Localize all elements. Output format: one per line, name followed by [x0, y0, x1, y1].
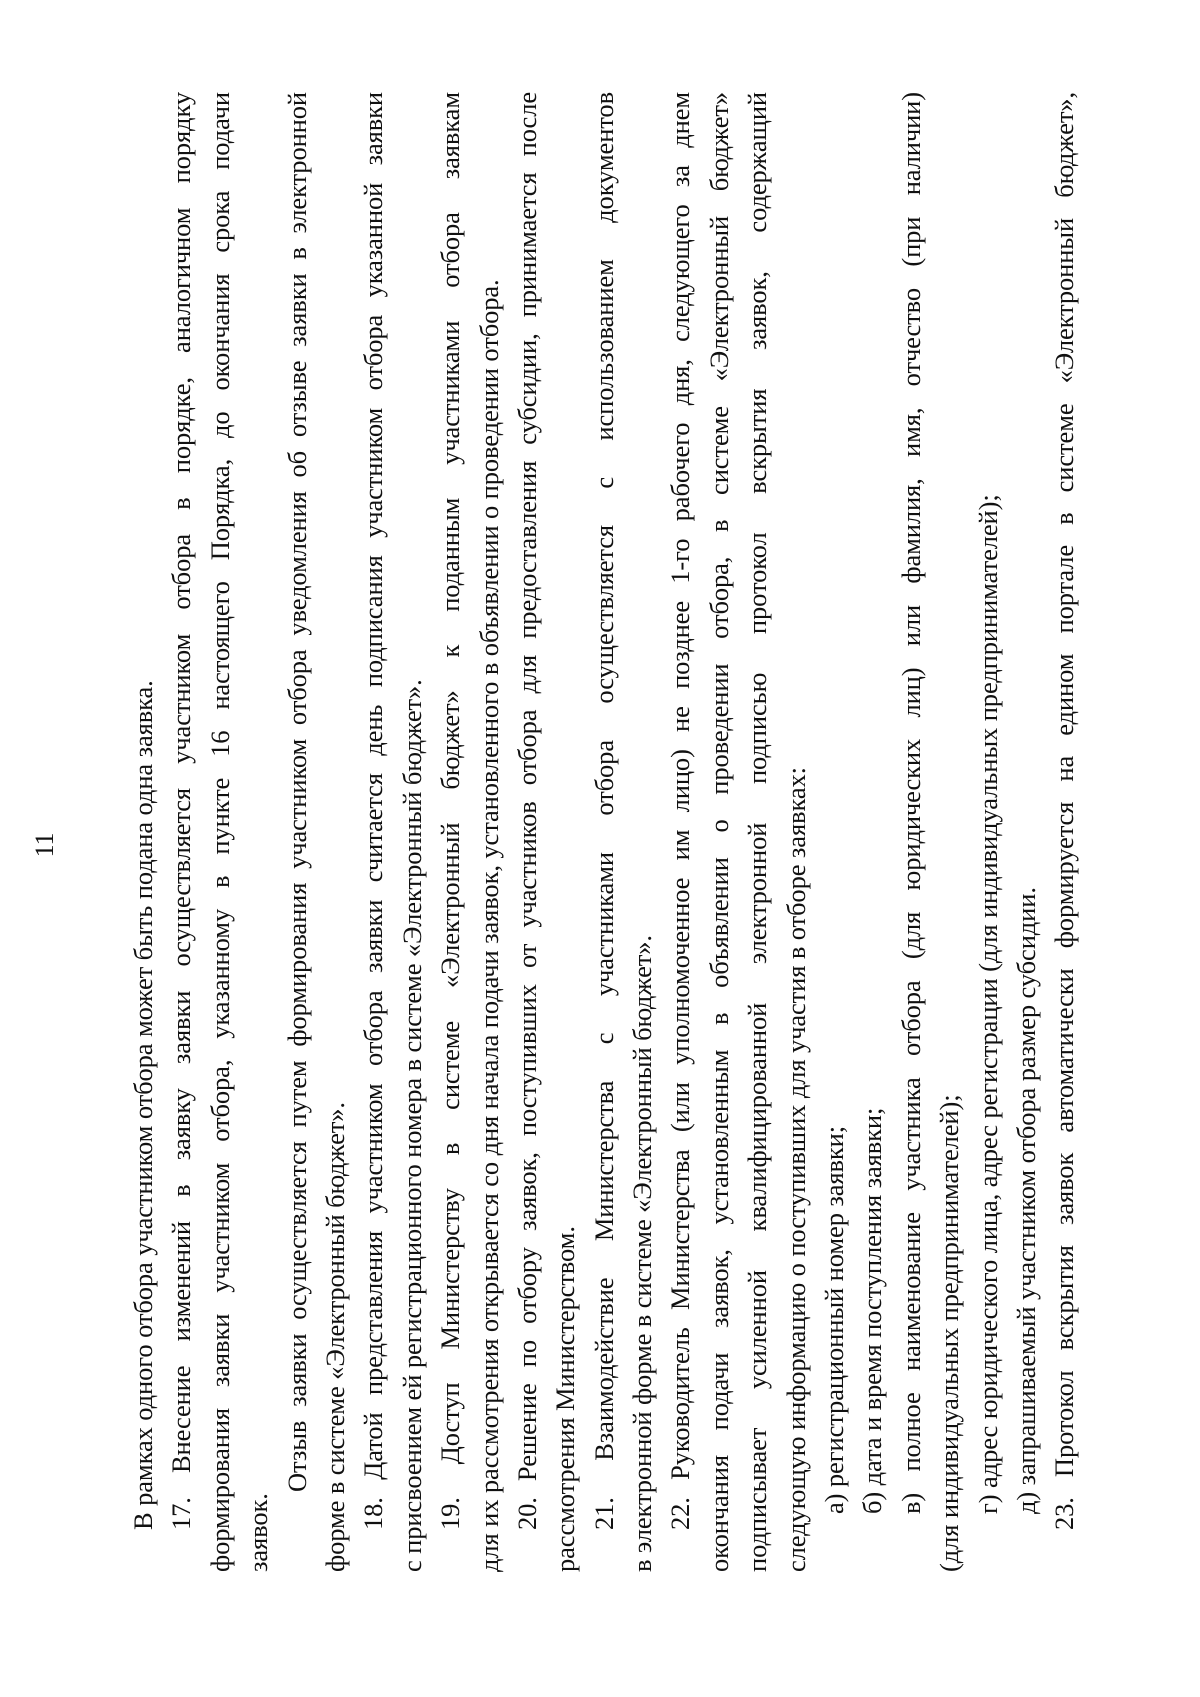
text-line: формирования заявки участником отбора, указанному в пункте 16 настоящего Порядка, до окончания срока подачи — [204, 92, 235, 1572]
text-line: д) запрашиваемый участником отбора размер субсидии. — [1010, 887, 1041, 1514]
text-line: заявок. — [243, 1493, 274, 1572]
text-line: 22. Руководитель Министерства (или уполномоченное им лицо) не позднее 1-го рабочего дня, следующего за днем — [665, 92, 696, 1530]
text-line: 17. Внесение изменений в заявку заявки осуществляется участником отбора в порядке, аналогичном порядку — [166, 92, 197, 1530]
text-line: 19. Доступ Министерству в системе «Электронный бюджет» к поданным участниками отбора заявкам — [435, 92, 466, 1530]
text-line: 18. Датой представления участником отбора заявки считается день подписания участником отбора указанной заявки — [358, 92, 389, 1530]
page-number: 11 — [30, 832, 59, 858]
text-line: следующую информацию о поступивших для участия в отборе заявках: — [780, 767, 811, 1572]
text-line: 21. Взаимодействие Министерства с участниками отбора осуществляется с использованием документов — [588, 92, 619, 1530]
text-line: для их рассмотрения открывается со дня начала подачи заявок, установленного в объявлении о проведении отбора. — [473, 279, 504, 1572]
text-line: в электронной форме в системе «Электронный бюджет». — [627, 935, 658, 1572]
text-line: В рамках одного отбора участником отбора может быть подана одна заявка. — [128, 680, 158, 1530]
text-line: 20. Решение по отбору заявок, поступивших от участников отбора для предоставления субсидии, принимается после — [511, 92, 542, 1530]
text-line: рассмотрения Министерством. — [550, 1226, 581, 1572]
text-line: Отзыв заявки осуществляется путем формирования участником отбора уведомления об отзыве заявки в электронной — [281, 92, 312, 1492]
text-line: форме в системе «Электронный бюджет». — [319, 1102, 350, 1572]
text-line: (для индивидуальных предпринимателей); — [934, 1094, 965, 1572]
text-line: с присвоением ей регистрационного номера в системе «Электронный бюджет». — [396, 679, 427, 1572]
document-body — [124, 92, 1084, 1572]
text-line: 23. Протокол вскрытия заявок автоматически формируется на едином портале в системе «Электронный бюджет», — [1049, 92, 1080, 1530]
text-line: окончания подачи заявок, установленным в объявлении о проведении отбора, в системе «Электронный бюджет» — [703, 92, 734, 1572]
text-line: а) регистрационный номер заявки; — [819, 1125, 850, 1514]
text-line: подписывает усиленной квалифицированной электронной подписью протокол вскрытия заявок, содержащий — [742, 92, 773, 1572]
text-line: б) дата и время поступления заявки; — [857, 1107, 888, 1514]
text-line: в) полное наименование участника отбора (для юридических лиц) или фамилия, имя, отчество (при наличии) — [895, 92, 926, 1514]
text-line: г) адрес юридического лица, адрес регистрации (для индивидуальных предпринимателей); — [972, 494, 1003, 1514]
